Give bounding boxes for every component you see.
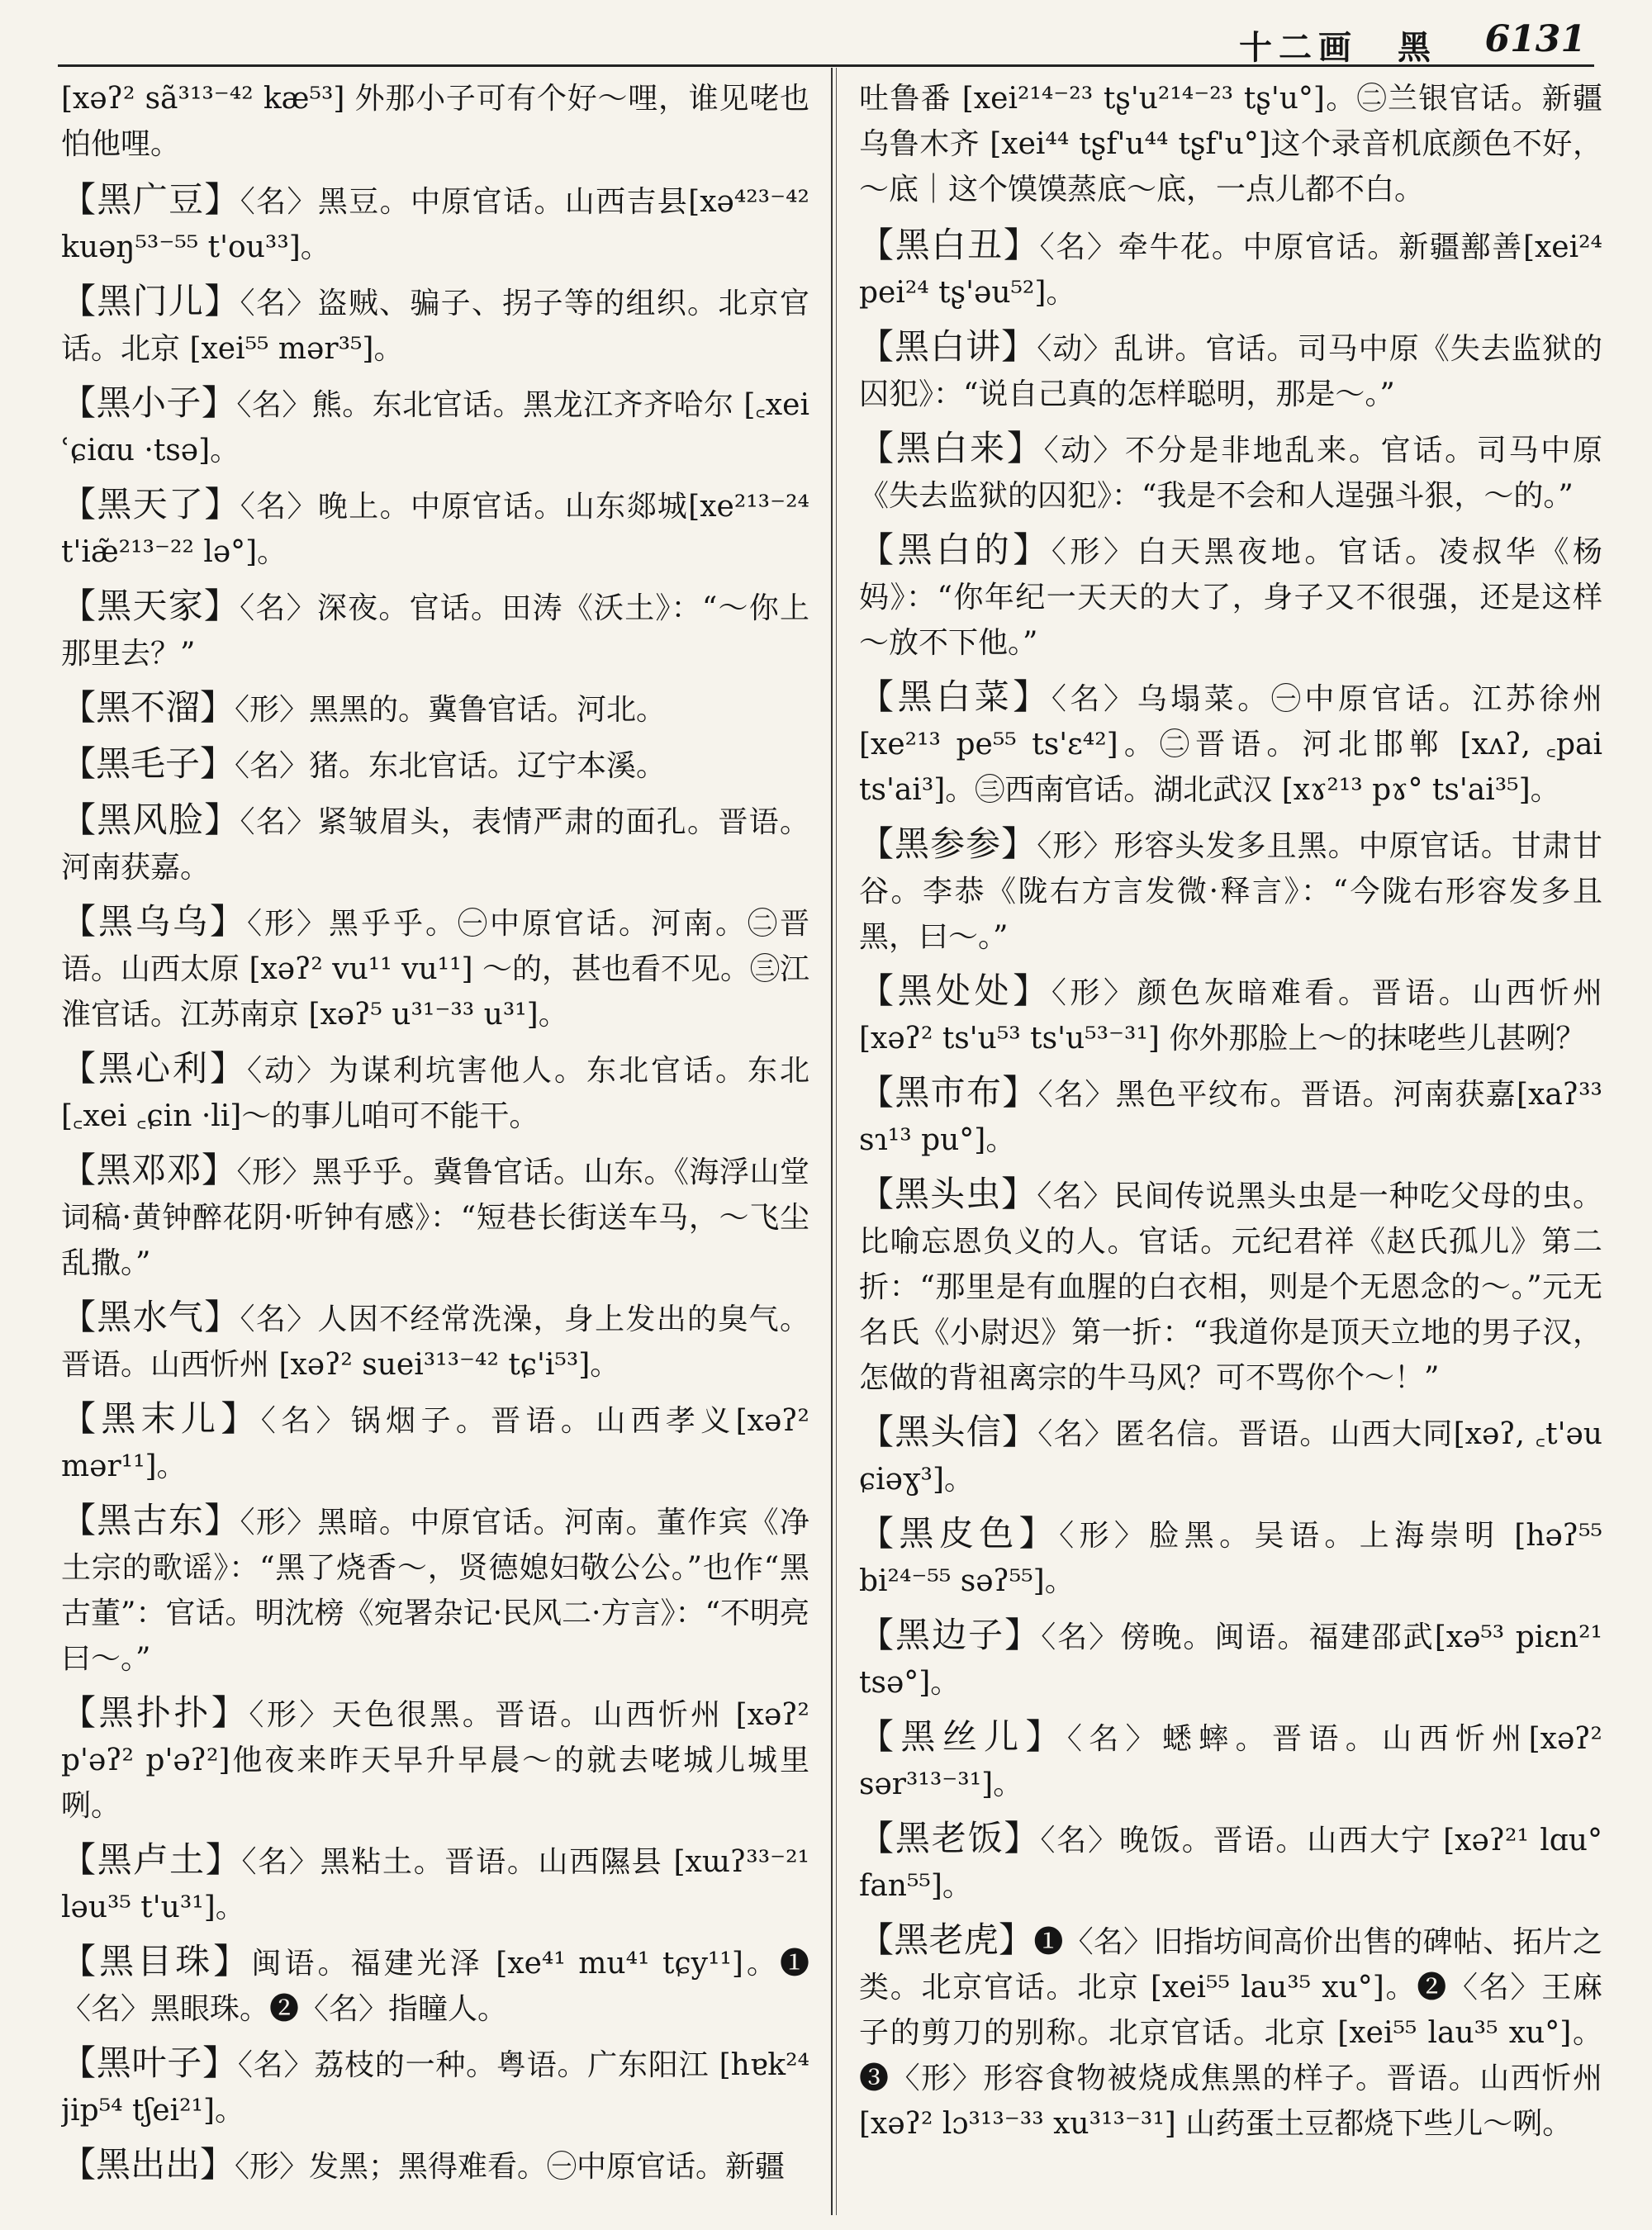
dictionary-entry (859, 324, 1602, 417)
entry-headword: 【黑末儿】 (61, 1398, 261, 1439)
entry-definition: 〈名〉熊。东北官话。黑龙江齐齐哈尔 [꜀xei ʿɕiɑu ·tsə]。 (61, 388, 809, 467)
section-title: 十二画 黑 (1239, 28, 1437, 67)
left-column (61, 76, 809, 2215)
entry-headword: 【黑参参】 (859, 823, 1037, 864)
entry-headword: 【黑目珠】 (61, 1941, 252, 1981)
entry-headword: 【黑出出】 (61, 2144, 235, 2185)
page-header (58, 15, 1594, 67)
dictionary-entry (61, 482, 809, 575)
entry-definition: 〈形〉白天黑夜地。官话。凌叔华《杨妈》：“你年纪一天天的大了，身子又不很强，还是这样～放不下他。” (859, 535, 1602, 660)
dictionary-entry (61, 1837, 809, 1930)
entry-headword: 【黑古东】 (61, 1500, 240, 1540)
dictionary-entry (859, 1409, 1602, 1502)
entry-headword: 【黑头信】 (859, 1412, 1038, 1452)
entry-headword: 【黑白的】 (859, 529, 1051, 570)
entry-headword: 【黑白丑】 (859, 225, 1040, 265)
page-number: 6131 (1484, 18, 1586, 60)
entry-headword: 【黑白讲】 (859, 326, 1037, 367)
entry-definition: 〈形〉形容头发多且黑。中原官话。甘肃甘谷。李恭《陇右方言发微·释言》：“今陇右形容发多且黑，曰～。” (859, 829, 1602, 954)
entry-definition: 〈形〉黑暗。中原官话。河南。董作宾《净土宗的歌谣》：“黑了烧香～，贤德媳妇敬公公。”也作“黑古董”：官话。明沈榜《宛署杂记·民风二·方言》：“不明亮曰～。” (61, 1506, 809, 1676)
entry-headword: 【黑门儿】 (61, 281, 240, 321)
left-continuation: [xəʔ² sã³¹³⁻⁴² kæ⁵³] 外那小子可有个好～哩，谁见咾也怕他哩。 (61, 82, 809, 161)
dictionary-entry (859, 425, 1602, 519)
dictionary-entry (859, 1612, 1602, 1706)
dictionary-entry (859, 1815, 1602, 1909)
dictionary-entry (61, 899, 809, 1037)
dictionary-entry (61, 1690, 809, 1829)
entry-definition: 〈名〉晚上。中原官话。山东郯城[xe²¹³⁻²⁴ t'iæ̃²¹³⁻²² lə°]。 (61, 490, 809, 569)
entry-definition: 〈名〉人因不经常洗澡，身上发出的臭气。晋语。山西忻州 [xəʔ² suei³¹³⁻⁴² tɕ'i⁵³]。 (61, 1302, 809, 1382)
entry-headword: 【黑头虫】 (859, 1174, 1037, 1214)
dictionary-entry (61, 583, 809, 676)
entry-definition: 〈名〉黑粘土。晋语。山西隰县 [xɯʔ³³⁻²¹ ləu³⁵ t'u³¹]。 (61, 1845, 809, 1924)
dictionary-entry (859, 674, 1602, 813)
dictionary-entry (61, 741, 809, 789)
dictionary-entry (859, 968, 1602, 1061)
entry-headword: 【黑扑扑】 (61, 1692, 249, 1733)
dictionary-entry (859, 1171, 1602, 1401)
dictionary-entry (61, 380, 809, 473)
header-rule (58, 64, 1594, 67)
entry-definition: 〈名〉荔枝的一种。粤语。广东阳江 [hɐk²⁴ jip⁵⁴ tʃei²¹]。 (61, 2048, 809, 2128)
entry-definition: 〈名〉傍晚。闽语。福建邵武[xə⁵³ piɛn²¹ tsə°]。 (859, 1620, 1602, 1700)
entry-definition: 〈名〉紧皱眉头，表情严肃的面孔。晋语。河南获嘉。 (61, 805, 809, 885)
entry-definition: 〈名〉盗贼、骗子、拐子等的组织。北京官话。北京 [xei⁵⁵ mər³⁵]。 (61, 287, 809, 366)
entry-headword: 【黑乌乌】 (61, 901, 247, 942)
entry-definition: 〈动〉乱讲。官话。司马中原《失去监狱的囚犯》：“说自己真的怎样聪明，那是～。” (859, 332, 1602, 411)
entry-definition: 〈名〉黑色平纹布。晋语。河南获嘉[xaʔ³³ sɿ¹³ pu°]。 (859, 1078, 1602, 1157)
entry-headword: 【黑风脸】 (61, 799, 240, 840)
entry-headword: 【黑水气】 (61, 1297, 240, 1337)
dictionary-entry (61, 1497, 809, 1682)
dictionary-entry (61, 2040, 809, 2133)
entry-definition: 〈名〉匿名信。晋语。山西大同[xəʔ, ꜀t'əu ɕiəɣ³]。 (859, 1417, 1602, 1497)
dictionary-entry (61, 1396, 809, 1489)
dictionary-entry (61, 1046, 809, 1139)
entry-definition: 〈形〉脸黑。吴语。上海崇明 [həʔ⁵⁵ bi²⁴⁻⁵⁵ səʔ⁵⁵]。 (859, 1519, 1602, 1598)
entry-headword: 【黑市布】 (859, 1072, 1038, 1113)
dictionary-entry (61, 797, 809, 890)
entry-headword: 【黑老虎】 (859, 1919, 1034, 1960)
entry-definition: 〈名〉蟋蟀。晋语。山西忻州[xəʔ² sər³¹³⁻³¹]。 (859, 1722, 1602, 1801)
dictionary-entry (859, 222, 1602, 316)
entry-definition: 〈名〉民间传说黑头虫是一种吃父母的虫。比喻忘恩负义的人。官话。元纪君祥《赵氏孤儿》第二折：“那里是有血腥的白衣相，则是个无恩念的～。”元无名氏《小尉迟》第一折：“我道你是顶天立地的男子汉，怎做的背祖离宗的牛马风？可不骂你个～！” (859, 1179, 1602, 1395)
dictionary-entry (61, 278, 809, 372)
dictionary-entry (61, 1147, 809, 1286)
right-continuation: 吐鲁番 [xei²¹⁴⁻²³ tʂ'u²¹⁴⁻²³ tʂ'u°]。㊁兰银官话。新疆乌鲁木齐 [xei⁴⁴ tʂf'u⁴⁴ tʂf'u°]这个录音机底颜色不好，～底｜这个馍馍蒸底～底，一点儿都不白。 (859, 82, 1602, 206)
entry-definition: 〈动〉不分是非地乱来。官话。司马中原《失去监狱的囚犯》：“我是不会和人逞强斗狠，～的。” (859, 434, 1602, 513)
entry-headword: 【黑小子】 (61, 382, 237, 423)
entry-definition: 〈形〉天色很黑。晋语。山西忻州 [xəʔ² p'əʔ² p'əʔ²]他夜来昨天早升早晨～的就去咾城儿城里咧。 (61, 1698, 809, 1823)
column-divider-inner (836, 68, 837, 2215)
entry-definition: 〈形〉黑乎乎。㊀中原官话。河南。㊁晋语。山西太原 [xəʔ² vu¹¹ vu¹¹] ～的，甚也看不见。㊂江淮官话。江苏南京 [xəʔ⁵ u³¹⁻³³ u³¹]。 (61, 907, 809, 1032)
entry-headword: 【黑天家】 (61, 586, 240, 626)
dictionary-entry (859, 1070, 1602, 1163)
entry-definition: 〈动〉为谋利坑害他人。东北官话。东北 [꜀xei ꜀ɕin ·li]～的事儿咱可不能干。 (61, 1054, 809, 1133)
entry-headword: 【黑处处】 (859, 970, 1051, 1011)
entry-headword: 【黑皮色】 (859, 1513, 1060, 1554)
dictionary-entry (61, 1294, 809, 1388)
dictionary-entry (859, 1714, 1602, 1807)
entry-definition: 〈形〉颜色灰暗难看。晋语。山西忻州 [xəʔ² ts'u⁵³ ts'u⁵³⁻³¹] 你外那脸上～的抹咾些儿甚咧？ (859, 976, 1602, 1056)
entry-headword: 【黑不溜】 (61, 687, 235, 728)
entry-headword: 【黑边子】 (859, 1615, 1042, 1655)
entry-definition: 〈名〉牵牛花。中原官话。新疆鄯善[xei²⁴ pei²⁴ tʂ'əu⁵²]。 (859, 230, 1602, 310)
entry-headword: 【黑邓邓】 (61, 1150, 237, 1190)
entry-definition: 闽语。福建光泽 [xe⁴¹ mu⁴¹ tɕy¹¹]。❶〈名〉黑眼珠。❷〈名〉指瞳人。 (61, 1947, 809, 2026)
entry-headword: 【黑白来】 (859, 428, 1044, 468)
entry-definition: 〈名〉深夜。官话。田涛《沃土》：“～你上那里去？” (61, 591, 809, 671)
entry-definition: ❶〈名〉旧指坊间高价出售的碑帖、拓片之类。北京官话。北京 [xei⁵⁵ lau³⁵ xu°]。❷〈名〉王麻子的剪刀的别称。北京官话。北京 [xei⁵⁵ lau³⁵ xu°]。❸〈形〉形容食物被烧成焦黑的样子。晋语。山西忻州 [xəʔ² lɔ³¹³⁻³³ xu³¹³⁻³¹] 山药蛋土豆都烧下些儿～咧。 (859, 1925, 1602, 2141)
dictionary-entry (61, 2142, 809, 2190)
entry-definition: 〈形〉黑乎乎。冀鲁官话。山东。《海浮山堂词稿·黄钟醉花阴·听钟有感》：“短巷长街送车马，～飞尘乱撒。” (61, 1155, 809, 1280)
entry-headword: 【黑广豆】 (61, 179, 240, 220)
entry-headword: 【黑白菜】 (859, 676, 1051, 717)
column-divider (831, 68, 833, 2215)
entry-headword: 【黑叶子】 (61, 2043, 238, 2083)
dictionary-entry (859, 1511, 1602, 1604)
entry-definition: 〈名〉乌塌菜。㊀中原官话。江苏徐州 [xe²¹³ pe⁵⁵ ts'ɛ⁴²]。㊁晋语。河北邯郸 [xʌʔ, ꜀pai ts'ai³]。㊂西南官话。湖北武汉 [xɤ²¹³ pɤ° ts'ai³⁵]。 (859, 682, 1602, 807)
entry-definition: 〈形〉黑黑的。冀鲁官话。河北。 (235, 693, 667, 727)
entry-headword: 【黑毛子】 (61, 743, 235, 784)
entry-headword: 【黑卢土】 (61, 1839, 242, 1880)
entry-headword: 【黑老饭】 (859, 1818, 1041, 1858)
entry-headword: 【黑天了】 (61, 484, 240, 524)
dictionary-entry (859, 527, 1602, 666)
entry-definition: 〈名〉猪。东北官话。辽宁本溪。 (235, 749, 667, 783)
dictionary-entry (61, 1938, 809, 2032)
dictionary-entry (859, 1917, 1602, 2147)
entry-definition: 〈名〉锅烟子。晋语。山西孝义[xəʔ² mər¹¹]。 (61, 1404, 809, 1483)
dictionary-entry (61, 685, 809, 733)
entry-headword: 【黑心利】 (61, 1048, 247, 1089)
entry-definition: 〈形〉发黑；黑得难看。㊀中原官话。新疆 (235, 2150, 786, 2184)
entry-headword: 【黑丝儿】 (859, 1716, 1067, 1757)
dictionary-entry (61, 177, 809, 270)
dictionary-entry (859, 821, 1602, 960)
right-column (859, 76, 1602, 2215)
entry-definition: 〈名〉晚饭。晋语。山西大宁 [xəʔ²¹ lɑu° fan⁵⁵]。 (859, 1824, 1602, 1903)
entry-definition: 〈名〉黑豆。中原官话。山西吉县[xə⁴²³⁻⁴² kuəŋ⁵³⁻⁵⁵ t'ou³³]。 (61, 185, 809, 264)
